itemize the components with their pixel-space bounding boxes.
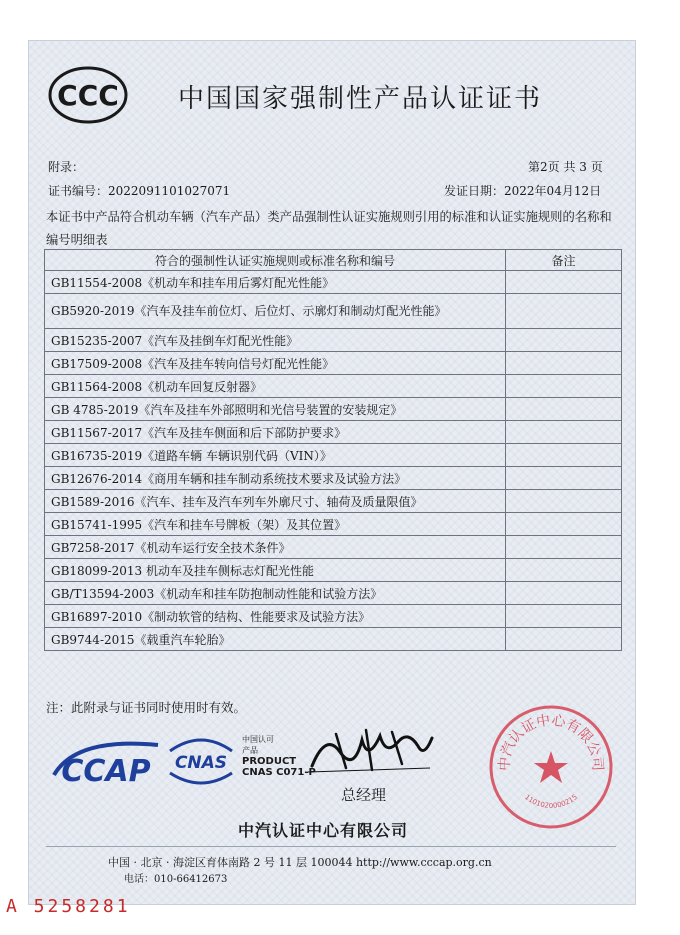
- table-row-cell: GB11564-2008《机动车回复反射器》: [45, 375, 506, 398]
- table-row-cell: GB18099-2013 机动车及挂车侧标志灯配光性能: [45, 559, 506, 582]
- remark-cell: [505, 628, 621, 651]
- remark-cell: [505, 536, 621, 559]
- cert-number: [48, 182, 230, 199]
- remark-cell: [505, 271, 621, 294]
- remark-cell: [505, 513, 621, 536]
- issue-date-value: 2022年04月12日: [504, 184, 602, 198]
- cnas-line3: PRODUCT: [242, 756, 297, 767]
- table-row-cell: GB15741-1995《汽车和挂车号牌板（架）及其位置》: [45, 513, 506, 536]
- footer-address: 中国 · 北京 · 海淀区育体南路 2 号 11 层 100044 http://www.cccap.org.cn: [108, 856, 492, 869]
- remark-cell: [505, 490, 621, 513]
- page-title: 中国国家强制性产品认证证书: [178, 84, 543, 114]
- col-header-standard: 符合的强制性认证实施规则或标准名称和编号: [45, 250, 506, 271]
- cert-number-value: 2022091101027071: [108, 184, 231, 198]
- cnas-line1: 中国认可: [242, 735, 274, 744]
- issue-date: [444, 182, 601, 199]
- seal-text: 中汽认证中心有限公司: [496, 712, 606, 772]
- table-row-cell: GB16897-2010《制动软管的结构、性能要求及试验方法》: [45, 605, 506, 628]
- table-row-cell: GB16735-2019《道路车辆 车辆识别代码（VIN）》: [45, 444, 506, 467]
- remark-cell: [505, 294, 621, 329]
- page-info: 第2页 共 3 页: [528, 160, 603, 174]
- table-row-cell: GB17509-2008《汽车及挂车转向信号灯配光性能》: [45, 352, 506, 375]
- table-row-cell: GB12676-2014《商用车辆和挂车制动系统技术要求及试验方法》: [45, 467, 506, 490]
- issue-date-label: 发证日期：: [444, 184, 505, 198]
- serial-number: A 5258281: [6, 896, 131, 917]
- table-row-cell: GB11554-2008《机动车和挂车用后雾灯配光性能》: [45, 271, 506, 294]
- footer-telephone: 电话：010-66412673: [124, 874, 228, 885]
- signature-title: 总经理: [341, 786, 387, 804]
- table-row-cell: GB5920-2019《汽车及挂车前位灯、后位灯、示廓灯和制动灯配光性能》: [45, 294, 506, 329]
- standards-table: [44, 249, 622, 651]
- remark-cell: [505, 605, 621, 628]
- cnas-line4: CNAS C071-P: [242, 767, 316, 778]
- table-row-cell: GB1589-2016《汽车、挂车及汽车列车外廓尺寸、轴荷及质量限值》: [45, 490, 506, 513]
- appendix-label: 附录：: [48, 160, 85, 174]
- remark-cell: [505, 559, 621, 582]
- intro-text: 本证书中产品符合机动车辆（汽车产品）类产品强制性认证实施规则引用的标准和认证实施规则的名称和编号明细表: [46, 210, 612, 247]
- svg-text:1101020000215: [523, 793, 579, 810]
- cnas-line2: 产品: [242, 746, 258, 755]
- ccc-logo-icon: [48, 66, 128, 124]
- remark-cell: [505, 398, 621, 421]
- remark-cell: [505, 421, 621, 444]
- validity-note: 注：此附录与证书同时使用时有效。: [46, 700, 247, 715]
- table-row-cell: GB 4785-2019《汽车及挂车外部照明和光信号装置的安装规定》: [45, 398, 506, 421]
- table-row-cell: GB/T13594-2003《机动车和挂车防抱制动性能和试验方法》: [45, 582, 506, 605]
- cert-number-label: 证书编号：: [48, 184, 109, 198]
- remark-cell: [505, 329, 621, 352]
- company-seal-icon: [487, 703, 615, 831]
- remark-cell: [505, 444, 621, 467]
- company-name: 中汽认证中心有限公司: [238, 821, 409, 840]
- table-row-cell: GB7258-2017《机动车运行安全技术条件》: [45, 536, 506, 559]
- cnas-logo-icon: [166, 731, 236, 791]
- signature-icon: [306, 722, 436, 778]
- remark-cell: [505, 582, 621, 605]
- ccap-logo-text: CCAP: [61, 754, 151, 789]
- remark-cell: [505, 352, 621, 375]
- cnas-logo-text: CNAS: [174, 753, 228, 773]
- seal-number: 1101020000215: [523, 793, 579, 810]
- cnas-caption: [242, 734, 316, 778]
- table-row-cell: GB9744-2015《载重汽车轮胎》: [45, 628, 506, 651]
- remark-cell: [505, 467, 621, 490]
- col-header-remark: 备注: [505, 250, 621, 271]
- ccc-logo-text: CCC: [57, 79, 119, 112]
- footer-divider: [46, 846, 616, 847]
- remark-cell: [505, 375, 621, 398]
- table-row-cell: GB15235-2007《汽车及挂倒车灯配光性能》: [45, 329, 506, 352]
- table-row-cell: GB11567-2017《汽车及挂车侧面和后下部防护要求》: [45, 421, 506, 444]
- ccap-logo-icon: [46, 735, 166, 789]
